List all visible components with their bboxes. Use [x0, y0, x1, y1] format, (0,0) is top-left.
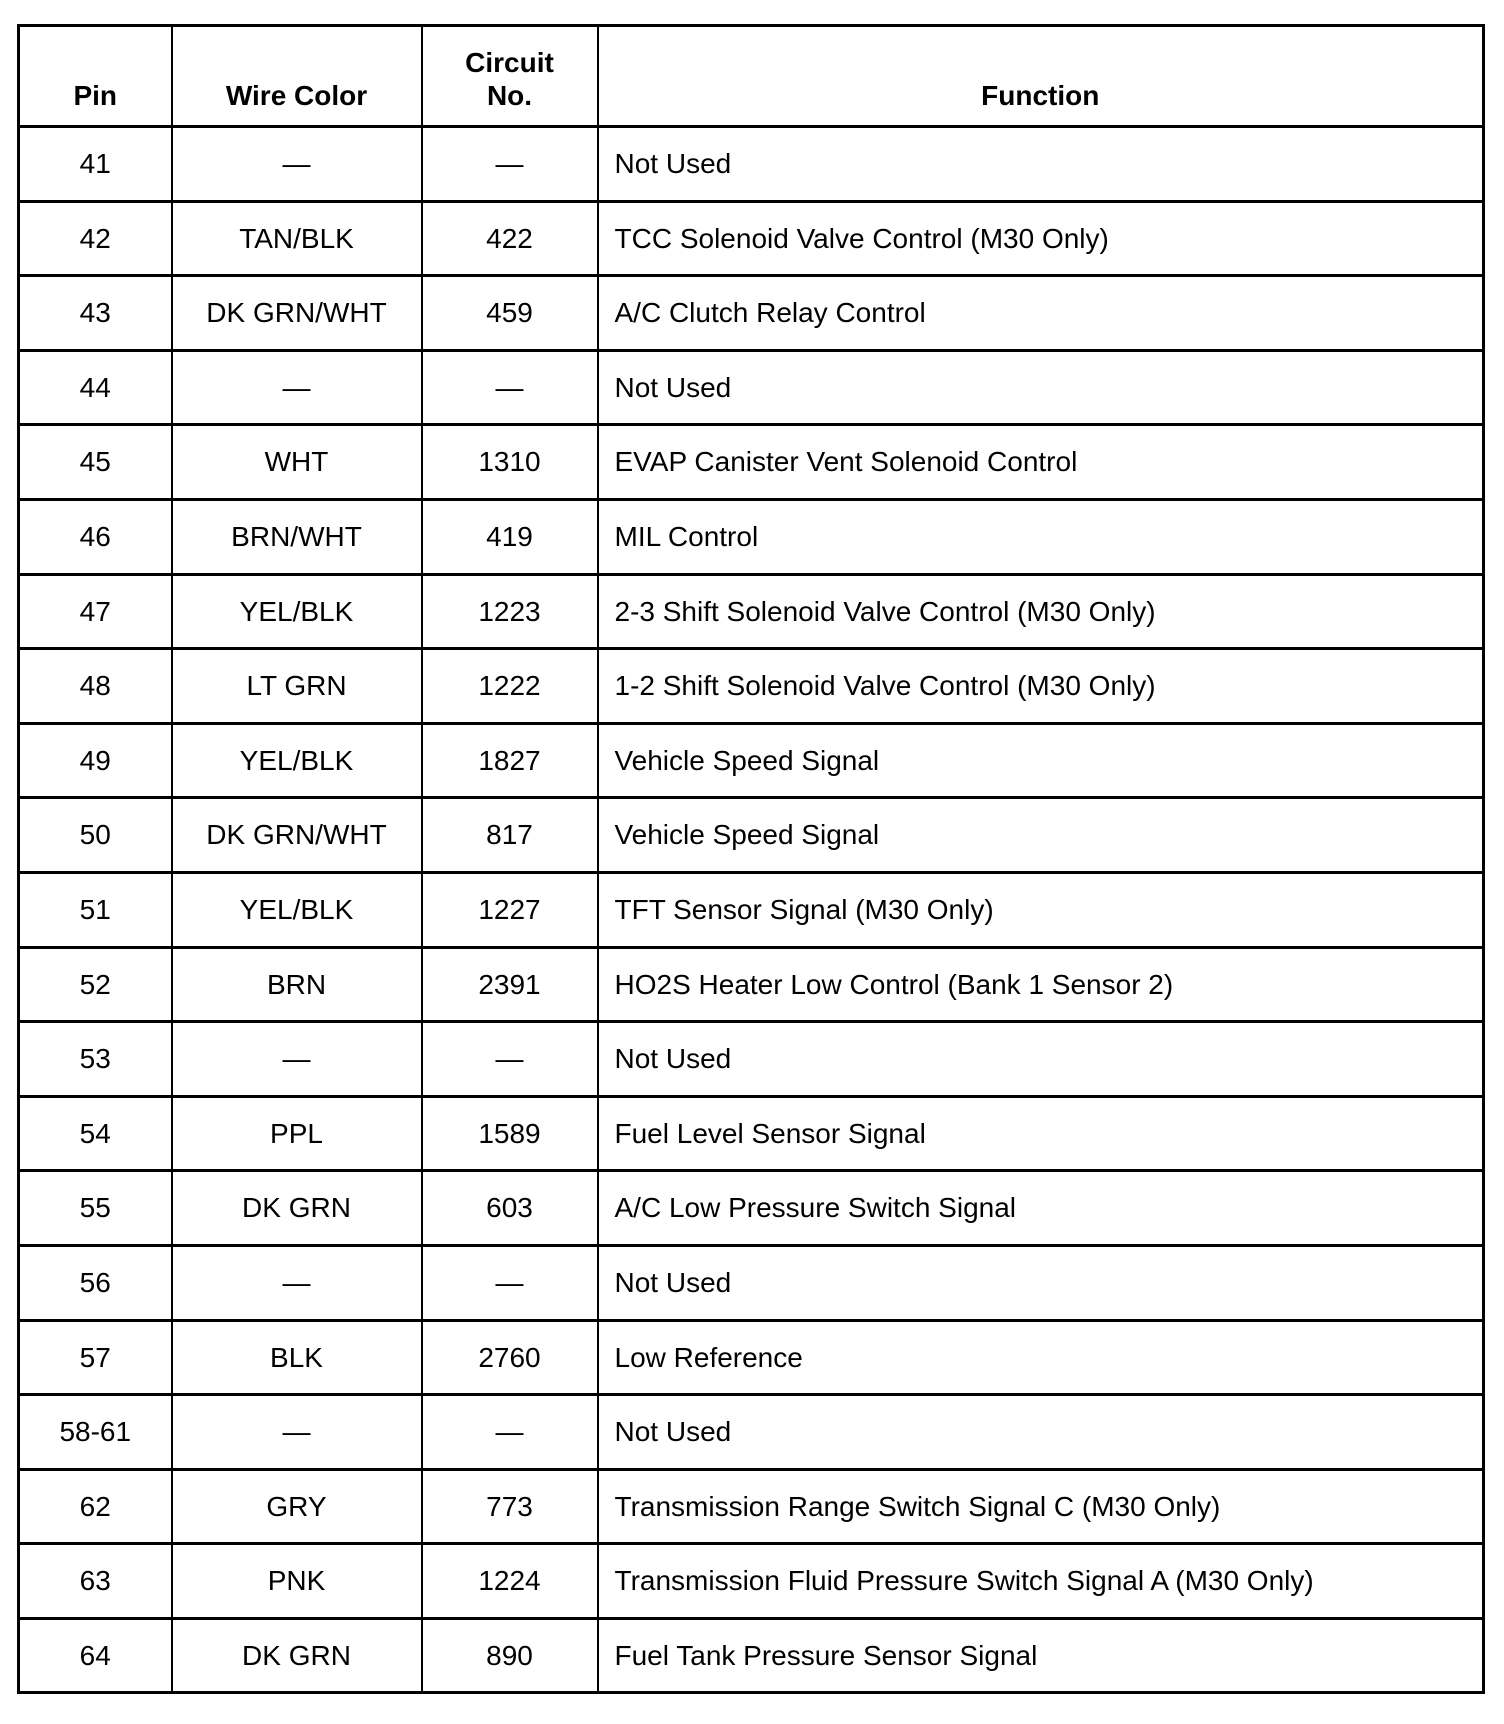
wire-color-cell: — [172, 1022, 422, 1097]
wire-color-cell: GRY [172, 1469, 422, 1544]
circuit-no-cell: 890 [422, 1618, 598, 1693]
function-cell: Not Used [598, 1022, 1484, 1097]
circuit-no-cell: — [422, 1395, 598, 1470]
pin-cell: 62 [19, 1469, 172, 1544]
header-function: Function [598, 26, 1484, 127]
function-cell: 1-2 Shift Solenoid Valve Control (M30 Only) [598, 649, 1484, 724]
function-cell: MIL Control [598, 499, 1484, 574]
circuit-no-cell: 1224 [422, 1544, 598, 1619]
function-cell: Transmission Range Switch Signal C (M30 Only) [598, 1469, 1484, 1544]
function-cell: Transmission Fluid Pressure Switch Signal A (M30 Only) [598, 1544, 1484, 1619]
circuit-no-cell: 1223 [422, 574, 598, 649]
header-wire-color: Wire Color [172, 26, 422, 127]
table-row [19, 1171, 1484, 1246]
function-cell: Not Used [598, 350, 1484, 425]
function-cell: Low Reference [598, 1320, 1484, 1395]
function-cell: 2-3 Shift Solenoid Valve Control (M30 Only) [598, 574, 1484, 649]
wire-color-cell: BLK [172, 1320, 422, 1395]
wire-color-cell: YEL/BLK [172, 723, 422, 798]
function-cell: Not Used [598, 127, 1484, 202]
function-cell: A/C Clutch Relay Control [598, 276, 1484, 351]
circuit-no-cell: — [422, 1022, 598, 1097]
pin-cell: 54 [19, 1096, 172, 1171]
pin-cell: 49 [19, 723, 172, 798]
table-row [19, 574, 1484, 649]
wire-color-cell: — [172, 1395, 422, 1470]
function-cell: Not Used [598, 1395, 1484, 1470]
function-cell: Fuel Level Sensor Signal [598, 1096, 1484, 1171]
pin-cell: 56 [19, 1245, 172, 1320]
table-row [19, 1096, 1484, 1171]
table-body [19, 127, 1484, 1693]
wire-color-cell: DK GRN [172, 1171, 422, 1246]
pin-cell: 57 [19, 1320, 172, 1395]
wire-color-cell: WHT [172, 425, 422, 500]
circuit-no-cell: 2391 [422, 947, 598, 1022]
header-circuit-line1: Circuit [465, 46, 554, 78]
pin-cell: 55 [19, 1171, 172, 1246]
circuit-no-cell: — [422, 350, 598, 425]
pin-cell: 43 [19, 276, 172, 351]
circuit-no-cell: 1227 [422, 872, 598, 947]
pin-cell: 41 [19, 127, 172, 202]
circuit-no-cell: 773 [422, 1469, 598, 1544]
pin-cell: 64 [19, 1618, 172, 1693]
pin-cell: 63 [19, 1544, 172, 1619]
table-row [19, 947, 1484, 1022]
pin-cell: 48 [19, 649, 172, 724]
table-row [19, 127, 1484, 202]
wire-color-cell: BRN [172, 947, 422, 1022]
wire-color-cell: PNK [172, 1544, 422, 1619]
wire-color-cell: TAN/BLK [172, 201, 422, 276]
wire-color-cell: YEL/BLK [172, 872, 422, 947]
function-cell: Vehicle Speed Signal [598, 723, 1484, 798]
pin-cell: 58-61 [19, 1395, 172, 1470]
wire-color-cell: BRN/WHT [172, 499, 422, 574]
table-row [19, 1544, 1484, 1619]
function-cell: EVAP Canister Vent Solenoid Control [598, 425, 1484, 500]
header-circuit-no [422, 26, 598, 127]
pin-cell: 50 [19, 798, 172, 873]
circuit-no-cell: 1222 [422, 649, 598, 724]
wire-color-cell: — [172, 1245, 422, 1320]
pin-cell: 47 [19, 574, 172, 649]
circuit-no-cell: 1310 [422, 425, 598, 500]
wire-color-cell: DK GRN [172, 1618, 422, 1693]
table-row [19, 499, 1484, 574]
wire-color-cell: LT GRN [172, 649, 422, 724]
pin-cell: 51 [19, 872, 172, 947]
table-row [19, 1395, 1484, 1470]
table-row [19, 276, 1484, 351]
header-pin: Pin [19, 26, 172, 127]
table-row [19, 350, 1484, 425]
table-row [19, 1022, 1484, 1097]
circuit-no-cell: 817 [422, 798, 598, 873]
circuit-no-cell: — [422, 127, 598, 202]
function-cell: TFT Sensor Signal (M30 Only) [598, 872, 1484, 947]
table-row [19, 425, 1484, 500]
table-row [19, 723, 1484, 798]
circuit-no-cell: 603 [422, 1171, 598, 1246]
circuit-no-cell: — [422, 1245, 598, 1320]
circuit-no-cell: 459 [422, 276, 598, 351]
wire-color-cell: — [172, 350, 422, 425]
function-cell: Vehicle Speed Signal [598, 798, 1484, 873]
pin-cell: 52 [19, 947, 172, 1022]
table-row [19, 1469, 1484, 1544]
table-row [19, 1245, 1484, 1320]
circuit-no-cell: 1589 [422, 1096, 598, 1171]
circuit-no-cell: 419 [422, 499, 598, 574]
function-cell: Fuel Tank Pressure Sensor Signal [598, 1618, 1484, 1693]
table-row [19, 201, 1484, 276]
table-header [19, 26, 1484, 127]
wire-color-cell: DK GRN/WHT [172, 276, 422, 351]
wire-color-cell: YEL/BLK [172, 574, 422, 649]
table-row [19, 798, 1484, 873]
table-row [19, 1320, 1484, 1395]
table-row [19, 1618, 1484, 1693]
connector-pinout-table [17, 24, 1485, 1694]
circuit-no-cell: 2760 [422, 1320, 598, 1395]
table-row [19, 872, 1484, 947]
pin-cell: 46 [19, 499, 172, 574]
pin-cell: 44 [19, 350, 172, 425]
function-cell: TCC Solenoid Valve Control (M30 Only) [598, 201, 1484, 276]
wire-color-cell: PPL [172, 1096, 422, 1171]
header-circuit-line2: No. [486, 80, 533, 112]
pin-cell: 42 [19, 201, 172, 276]
pin-cell: 53 [19, 1022, 172, 1097]
circuit-no-cell: 422 [422, 201, 598, 276]
table-row [19, 649, 1484, 724]
circuit-no-cell: 1827 [422, 723, 598, 798]
header-row [19, 26, 1484, 127]
function-cell: A/C Low Pressure Switch Signal [598, 1171, 1484, 1246]
function-cell: HO2S Heater Low Control (Bank 1 Sensor 2) [598, 947, 1484, 1022]
pin-cell: 45 [19, 425, 172, 500]
wire-color-cell: — [172, 127, 422, 202]
wire-color-cell: DK GRN/WHT [172, 798, 422, 873]
function-cell: Not Used [598, 1245, 1484, 1320]
